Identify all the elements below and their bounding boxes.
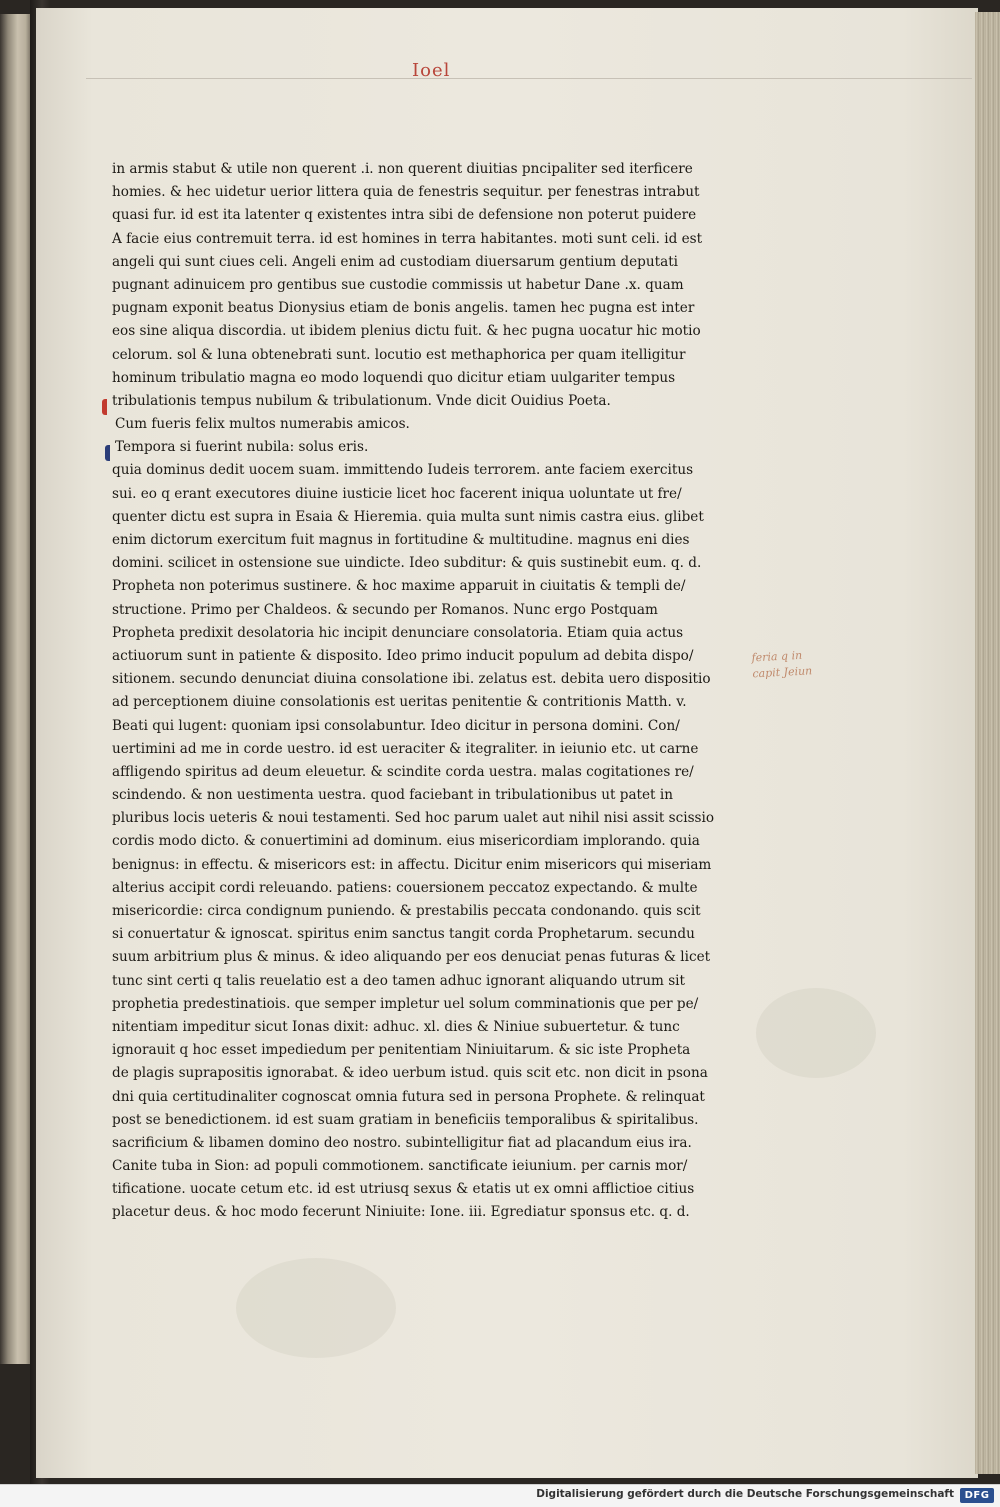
text-line: sui. eo q erant executores diuine iusticie licet hoc facerent iniqua uoluntate ut fre/ bbox=[112, 485, 682, 502]
text-line: pluribus locis ueteris & noui testamenti. Sed hoc parum ualet aut nihil nisi assit scissio bbox=[112, 810, 715, 827]
top-rule-line bbox=[86, 78, 972, 79]
text-line: scindendo. & non uestimenta uestra. quod faciebant in tribulationibus ut patet in bbox=[112, 787, 673, 804]
text-line: ad perceptionem diuine consolationis est ueritas penitentie & contritionis Matth. v. bbox=[112, 694, 687, 711]
facing-page-edge bbox=[0, 14, 32, 1364]
text-line: misericordie: circa condignum puniendo. & prestabilis peccata condonando. quis scit bbox=[112, 903, 701, 919]
text-line: ignorauit q hoc esset impediedum per penitentiam Niniuitarum. & sic iste Propheta bbox=[112, 1042, 691, 1059]
text-line: tunc sint certi q talis reuelatio est a deo tamen adhuc ignorant aliquando utrum sit bbox=[112, 972, 685, 989]
text-line: Propheta non poterimus sustinere. & hoc maxime apparuit in ciuitatis & templi de/ bbox=[112, 578, 686, 595]
text-line: domini. scilicet in ostensione sue uindicte. Ideo subditur: & quis sustinebit eum. q. d. bbox=[112, 555, 702, 572]
text-line: structione. Primo per Chaldeos. & secundo per Romanos. Nunc ergo Postquam bbox=[112, 601, 658, 618]
footer-bar bbox=[0, 1484, 1000, 1507]
text-line: pugnant adinuicem pro gentibus sue custodie commissis ut habetur Dane .x. quam bbox=[112, 276, 684, 293]
text-line: Tempora si fuerint nubila: solus eris. bbox=[115, 439, 369, 456]
text-line: sitionem. secundo denunciat diuina consolatione ibi. zelatus est. debita uero dispositio bbox=[112, 671, 711, 688]
text-line: Canite tuba in Sion: ad populi commotionem. sanctificate ieiunium. per carnis mor/ bbox=[112, 1158, 688, 1175]
text-line: A facie eius contremuit terra. id est homines in terra habitantes. moti sunt celi. id est bbox=[112, 230, 703, 247]
text-line: affligendo spiritus ad deum eleuetur. & scindite corda uestra. malas cogitationes re/ bbox=[112, 763, 694, 780]
funding-notice: Digitalisierung gefördert durch die Deutsche Forschungsgemeinschaft bbox=[536, 1488, 954, 1500]
paper-stain bbox=[756, 988, 876, 1078]
text-line: dni quia certitudinaliter cognoscat omnia futura sed in persona Prophete. & relinquat bbox=[112, 1088, 705, 1105]
text-line: post se benedictionem. id est suam gratiam in beneficiis temporalibus & spiritalibus. bbox=[112, 1111, 699, 1128]
text-line: prophetia predestinatiois. que semper impletur uel solum comminationis que per pe/ bbox=[112, 995, 699, 1012]
text-line: homies. & hec uidetur uerior littera quia de fenestris sequitur. per fenestras intrabut bbox=[112, 184, 700, 201]
text-line: benignus: in effectu. & misericors est: in affectu. Dicitur enim misericors qui miseriam bbox=[112, 856, 712, 873]
handwritten-marginal-note bbox=[751, 646, 845, 683]
text-line: in armis stabut & utile non querent .i. non querent diuitias pncipaliter sed iterficere bbox=[112, 161, 693, 177]
page-fore-edges bbox=[975, 12, 1000, 1474]
running-head: Ioel bbox=[412, 60, 451, 81]
text-line: quenter dictu est supra in Esaia & Hieremia. quia multa sunt nimis castra eius. glibet bbox=[112, 508, 704, 525]
text-line: nitentiam impeditur sicut Ionas dixit: adhuc. xl. dies & Niniue subuertetur. & tunc bbox=[112, 1018, 680, 1035]
text-line: eos sine aliqua discordia. ut ibidem plenius dictu fuit. & hec pugna uocatur hic motio bbox=[112, 323, 701, 340]
text-line: alterius accipit cordi releuando. patiens: couersionem peccatoz expectando. & multe bbox=[112, 879, 698, 896]
text-line: suum arbitrium plus & minus. & ideo aliquando per eos denuciat penas futuras & licet bbox=[112, 949, 711, 966]
paper-stain bbox=[236, 1258, 396, 1358]
text-line: sacrificium & libamen domino deo nostro. subintelligitur fiat ad placandum eius ira. bbox=[112, 1134, 692, 1151]
marginal-note-line: feria q in bbox=[751, 648, 803, 665]
text-line: tificatione. uocate cetum etc. id est utriusq sexus & etatis ut ex omni afflictioe citius bbox=[112, 1181, 695, 1198]
text-line: enim dictorum exercitum fuit magnus in fortitudine & multitudine. magnus eni dies bbox=[112, 532, 690, 548]
text-line: Beati qui lugent: quoniam ipsi consolabuntur. Ideo dicitur in persona domini. Con/ bbox=[112, 717, 680, 734]
text-line: actiuorum sunt in patiente & disposito. Ideo primo inducit populum ad debita dispo/ bbox=[112, 647, 694, 664]
red-paragraph-mark bbox=[102, 399, 107, 415]
main-text-block bbox=[112, 158, 752, 1225]
text-line: Propheta predixit desolatoria hic incipit denunciare consolatoria. Etiam quia actus bbox=[112, 624, 684, 641]
text-line: cordis modo dicto. & conuertimini ad dominum. eius misericordiam implorando. quia bbox=[112, 833, 700, 850]
text-line: celorum. sol & luna obtenebrati sunt. locutio est methaphorica per quam itelligitur bbox=[112, 346, 686, 363]
text-line: uertimini ad me in corde uestro. id est ueraciter & itegraliter. in ieiunio etc. ut carne bbox=[112, 740, 699, 757]
text-line: si conuertatur & ignoscat. spiritus enim sanctus tangit corda Prophetarum. secundu bbox=[112, 926, 695, 943]
blue-paragraph-mark bbox=[105, 445, 110, 461]
text-line: quasi fur. id est ita latenter q existentes intra sibi de defensione non poterut puidere bbox=[112, 207, 697, 224]
text-line: placetur deus. & hoc modo fecerunt Niniuite: Ione. iii. Egrediatur sponsus etc. q. d. bbox=[112, 1204, 690, 1221]
text-line: tribulationis tempus nubilum & tribulationum. Vnde dicit Ouidius Poeta. bbox=[112, 392, 611, 409]
text-line: hominum tribulatio magna eo modo loquendi quo dicitur etiam uulgariter tempus bbox=[112, 369, 676, 386]
text-line: de plagis suprapositis ignorabat. & ideo uerbum istud. quis scit etc. non dicit in psona bbox=[112, 1065, 708, 1082]
text-line: pugnam exponit beatus Dionysius etiam de bonis angelis. tamen hec pugna est inter bbox=[112, 300, 695, 317]
marginal-note-line: capit Jeiun bbox=[752, 664, 813, 681]
dfg-logo: DFG bbox=[960, 1488, 994, 1503]
text-line: quia dominus dedit uocem suam. immittendo Iudeis terrorem. ante faciem exercitus bbox=[112, 462, 694, 479]
text-line: angeli qui sunt ciues celi. Angeli enim ad custodiam diuersarum gentium deputati bbox=[112, 253, 678, 270]
text-line: Cum fueris felix multos numerabis amicos. bbox=[115, 416, 410, 433]
